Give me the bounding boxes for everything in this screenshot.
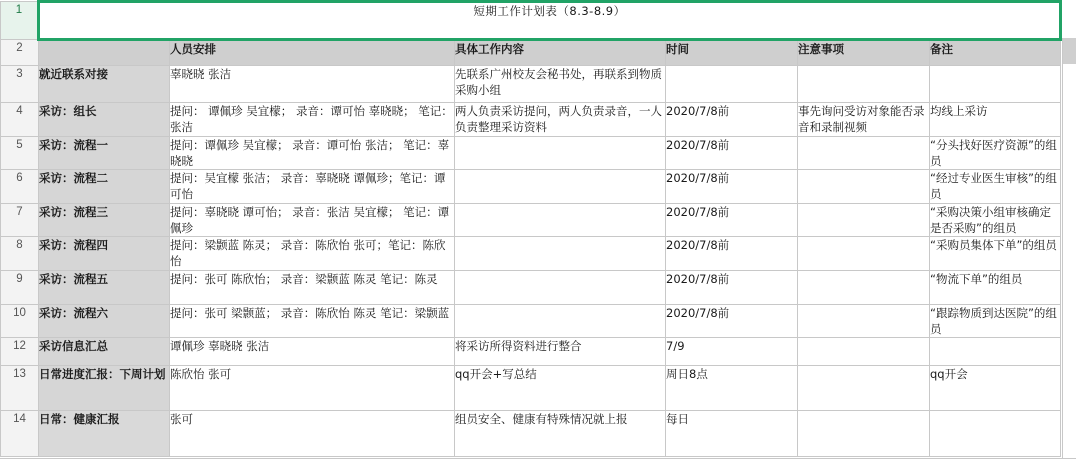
time-cell[interactable]: 周日8点: [666, 366, 798, 411]
people-cell[interactable]: 提问：谭佩珍 吴宜檬； 录音：谭可怡 张洁； 笔记：辜晓晓: [170, 137, 455, 170]
people-cell[interactable]: 张可: [170, 411, 455, 457]
people-cell[interactable]: 提问：吴宜檬 张洁； 录音：辜晓晓 谭佩珍；笔记：谭可怡: [170, 170, 455, 204]
table-row: [1, 204, 1061, 237]
row-header-2[interactable]: 2: [1, 40, 39, 66]
row-label-cell[interactable]: 采访：流程五: [39, 271, 170, 305]
row-header[interactable]: 3: [1, 66, 39, 103]
table-row: [1, 66, 1061, 103]
remark-cell[interactable]: qq开会: [930, 366, 1061, 411]
row-label-cell[interactable]: 就近联系对接: [39, 66, 170, 103]
notes-cell[interactable]: [798, 137, 930, 170]
row-label-cell[interactable]: 采访：流程六: [39, 305, 170, 338]
people-cell[interactable]: 辜晓晓 张洁: [170, 66, 455, 103]
row-label-cell[interactable]: 采访：流程二: [39, 170, 170, 204]
row-label-cell[interactable]: 日常进度汇报：下周计划: [39, 366, 170, 411]
row-header[interactable]: 10: [1, 305, 39, 338]
content-cell[interactable]: [455, 237, 666, 271]
time-cell[interactable]: 2020/7/8前: [666, 170, 798, 204]
people-cell[interactable]: 提问：张可 陈欣怡； 录音：梁颢蓝 陈灵 笔记：陈灵: [170, 271, 455, 305]
remark-cell[interactable]: “跟踪物质到达医院”的组员: [930, 305, 1061, 338]
row-header-1[interactable]: 1: [1, 2, 39, 40]
remark-cell[interactable]: “经过专业医生审核”的组员: [930, 170, 1061, 204]
time-cell[interactable]: 2020/7/8前: [666, 237, 798, 271]
table-row: [1, 411, 1061, 457]
remark-cell[interactable]: [930, 66, 1061, 103]
remark-cell[interactable]: “分头找好医疗资源”的组员: [930, 137, 1061, 170]
notes-cell[interactable]: [798, 204, 930, 237]
notes-cell[interactable]: [798, 366, 930, 411]
table-row: [1, 103, 1061, 137]
content-cell[interactable]: 先联系广州校友会秘书处，再联系到物质采购小组: [455, 66, 666, 103]
notes-cell[interactable]: 事先询问受访对象能否录音和录制视频: [798, 103, 930, 137]
row-label-cell[interactable]: 采访：组长: [39, 103, 170, 137]
header-notes[interactable]: 注意事项: [798, 40, 930, 66]
remark-cell[interactable]: [930, 411, 1061, 457]
sheet-title-cell[interactable]: 短期工作计划表（8.3-8.9）: [39, 2, 1061, 40]
row-header[interactable]: 9: [1, 271, 39, 305]
time-cell[interactable]: [666, 66, 798, 103]
time-cell[interactable]: 每日: [666, 411, 798, 457]
content-cell[interactable]: [455, 271, 666, 305]
notes-cell[interactable]: [798, 170, 930, 204]
people-cell[interactable]: 谭佩珍 辜晓晓 张洁: [170, 338, 455, 366]
content-cell[interactable]: [455, 305, 666, 338]
time-cell[interactable]: 2020/7/8前: [666, 204, 798, 237]
people-cell[interactable]: 提问：梁颢蓝 陈灵； 录音：陈欣怡 张可；笔记：陈欣怡: [170, 237, 455, 271]
table-row: [1, 338, 1061, 366]
header-blank-cell[interactable]: [39, 40, 170, 66]
content-cell[interactable]: 两人负责采访提问，两人负责录音，一人负责整理采访资料: [455, 103, 666, 137]
row-label-cell[interactable]: 采访：流程三: [39, 204, 170, 237]
table-row: [1, 271, 1061, 305]
time-cell[interactable]: 2020/7/8前: [666, 103, 798, 137]
table-row: [1, 366, 1061, 411]
notes-cell[interactable]: [798, 338, 930, 366]
header-time[interactable]: 时间: [666, 40, 798, 66]
row-label-cell[interactable]: 采访：流程一: [39, 137, 170, 170]
row-label-cell[interactable]: 日常：健康汇报: [39, 411, 170, 457]
table-row: [1, 170, 1061, 204]
row-header[interactable]: 12: [1, 338, 39, 366]
content-cell[interactable]: 组员安全、健康有特殊情况就上报: [455, 411, 666, 457]
time-cell[interactable]: 2020/7/8前: [666, 137, 798, 170]
content-cell[interactable]: 将采访所得资料进行整合: [455, 338, 666, 366]
notes-cell[interactable]: [798, 305, 930, 338]
row-header[interactable]: 6: [1, 170, 39, 204]
header-people[interactable]: 人员安排: [170, 40, 455, 66]
people-cell[interactable]: 提问：辜晓晓 谭可怡； 录音：张洁 吴宜檬； 笔记：谭佩珍: [170, 204, 455, 237]
remark-cell[interactable]: 均线上采访: [930, 103, 1061, 137]
table-row: [1, 237, 1061, 271]
row-label-cell[interactable]: 采访：流程四: [39, 237, 170, 271]
table-row: [1, 137, 1061, 170]
notes-cell[interactable]: [798, 271, 930, 305]
row-header[interactable]: 7: [1, 204, 39, 237]
notes-cell[interactable]: [798, 237, 930, 271]
row-header[interactable]: 13: [1, 366, 39, 411]
remark-cell[interactable]: “物流下单”的组员: [930, 271, 1061, 305]
notes-cell[interactable]: [798, 411, 930, 457]
row-header[interactable]: 5: [1, 137, 39, 170]
row-header[interactable]: 14: [1, 411, 39, 457]
notes-cell[interactable]: [798, 66, 930, 103]
header-remark[interactable]: 备注: [930, 40, 1061, 66]
time-cell[interactable]: 7/9: [666, 338, 798, 366]
row-label-cell[interactable]: 采访信息汇总: [39, 338, 170, 366]
time-cell[interactable]: 2020/7/8前: [666, 271, 798, 305]
remark-cell[interactable]: [930, 338, 1061, 366]
header-content[interactable]: 具体工作内容: [455, 40, 666, 66]
row-header[interactable]: 4: [1, 103, 39, 137]
table-row: [1, 305, 1061, 338]
people-cell[interactable]: 提问： 谭佩珍 吴宜檬； 录音：谭可怡 辜晓晓； 笔记：张洁: [170, 103, 455, 137]
next-row-edge: [0, 458, 1076, 464]
next-column-header-fill: [1063, 38, 1076, 64]
time-cell[interactable]: 2020/7/8前: [666, 305, 798, 338]
next-column-edge: [1062, 38, 1076, 464]
people-cell[interactable]: 提问：张可 梁颢蓝； 录音：陈欣怡 陈灵 笔记：梁颢蓝: [170, 305, 455, 338]
people-cell[interactable]: 陈欣怡 张可: [170, 366, 455, 411]
row-header[interactable]: 8: [1, 237, 39, 271]
content-cell[interactable]: [455, 137, 666, 170]
content-cell[interactable]: [455, 170, 666, 204]
remark-cell[interactable]: “采购决策小组审核确定是否采购”的组员: [930, 204, 1061, 237]
content-cell[interactable]: qq开会+写总结: [455, 366, 666, 411]
remark-cell[interactable]: “采购员集体下单”的组员: [930, 237, 1061, 271]
content-cell[interactable]: [455, 204, 666, 237]
